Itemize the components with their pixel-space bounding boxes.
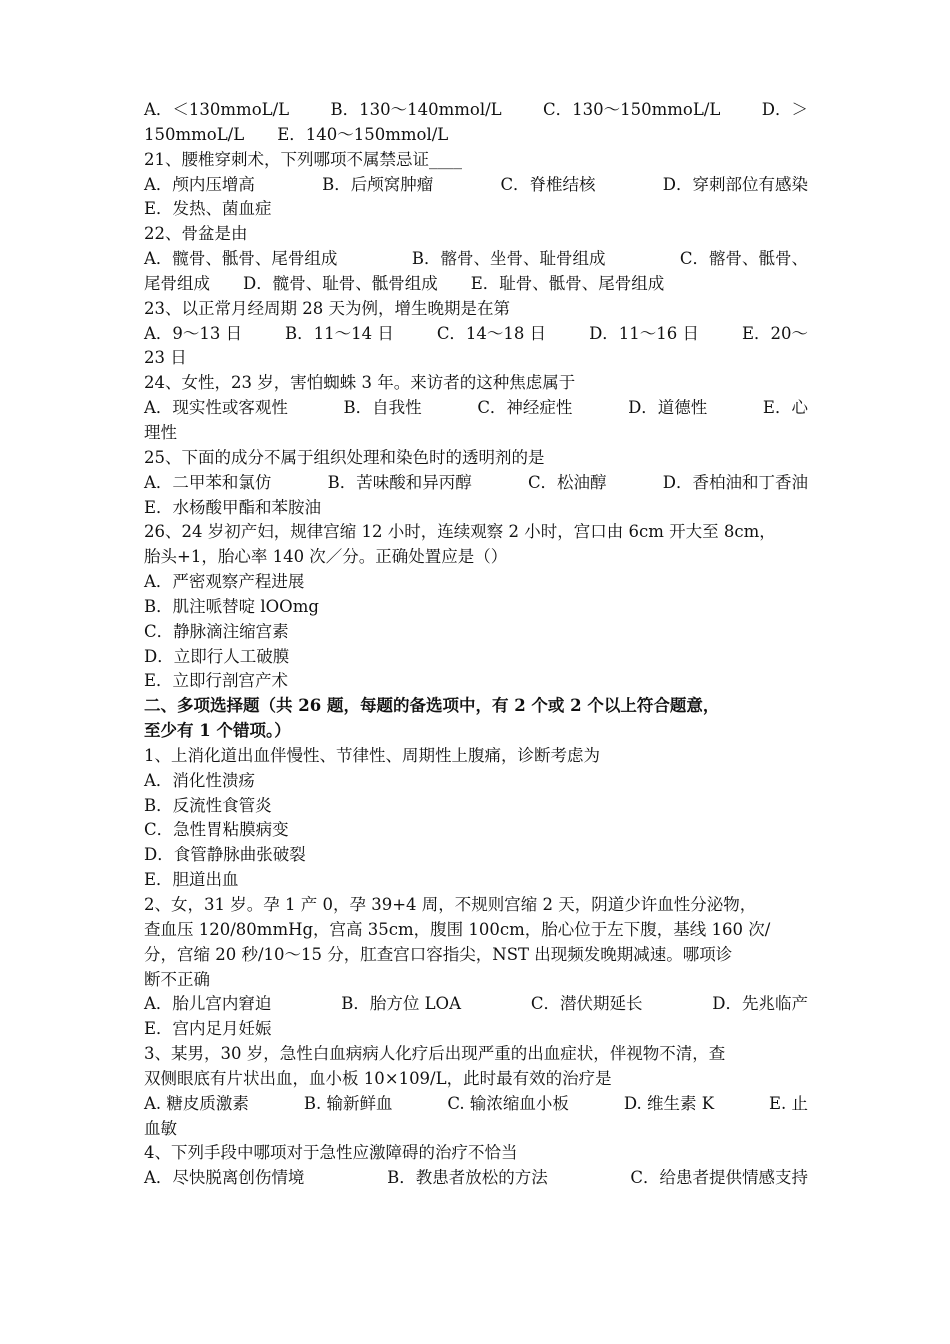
text-segment: C. 输浓缩血小板 [447, 1093, 569, 1113]
text-segment: D．香柏油和丁香油 [662, 472, 808, 492]
text-line [144, 520, 808, 545]
text-segment: 3、某男，30 岁，急性白血病病人化疗后出现严重的出血症状，伴视物不清，查 [144, 1044, 726, 1064]
text-line: E．胆道出血 [144, 870, 239, 890]
text-line: 4、下列手段中哪项对于急性应激障碍的治疗不恰当 [144, 1143, 518, 1163]
text-segment: C．脊椎结核 [500, 174, 596, 194]
text-line: D．立即行人工破膜 [144, 646, 290, 666]
text-line: D．食管静脉曲张破裂 [144, 845, 306, 865]
text-segment: E．20～ [741, 323, 808, 343]
text-segment: C．14～18 日 [436, 323, 547, 343]
text-line [144, 1166, 808, 1191]
text-segment: D．穿刺部位有感染 [662, 174, 808, 194]
text-line: 150mmoL/L E．140～150mmol/L [144, 124, 449, 144]
text-line: 22、骨盆是由 [144, 224, 248, 244]
text-segment: D. 维生素 K [623, 1093, 715, 1113]
document-page [144, 98, 808, 1191]
text-line: 21、腰椎穿刺术，下列哪项不属禁忌证____ [144, 149, 462, 169]
text-segment: 查血压 120/80mmHg，宫高 35cm，腹围 100cm，胎心位于左下腹，基线 160 次/ [144, 919, 771, 939]
text-segment: B. 输新鲜血 [303, 1093, 393, 1113]
text-line: E．宫内足月妊娠 [144, 1019, 272, 1039]
text-line: C．急性胃粘膜病变 [144, 820, 289, 840]
text-line: C．静脉滴注缩宫素 [144, 621, 289, 641]
text-line [144, 471, 808, 496]
text-line: 24、女性，23 岁，害怕蜘蛛 3 年。来访者的这种焦虑属于 [144, 373, 576, 393]
text-segment: D．11～16 日 [589, 323, 700, 343]
text-segment: B．胎方位 LOA [341, 994, 462, 1014]
text-line: A．严密观察产程进展 [144, 572, 305, 592]
text-line: B．反流性食管炎 [144, 795, 272, 815]
text-line: 1、上消化道出血伴慢性、节律性、周期性上腹痛，诊断考虑为 [144, 745, 600, 765]
text-line: 理性 [144, 422, 177, 442]
text-segment: B．苦味酸和异丙醇 [327, 472, 472, 492]
text-segment: A．颅内压增高 [144, 174, 255, 194]
text-line: 尾骨组成 D．髋骨、耻骨、骶骨组成 E．耻骨、骶骨、尾骨组成 [144, 273, 665, 293]
text-segment: A．现实性或客观性 [144, 398, 288, 418]
text-segment: 26、24 岁初产妇，规律宫缩 12 小时，连续观察 2 小时，宫口由 6cm 开大至 8cm， [144, 522, 776, 542]
text-segment: A．尽快脱离创伤情境 [144, 1168, 305, 1188]
text-line [144, 893, 808, 918]
text-segment: A．髋骨、骶骨、尾骨组成 [144, 249, 338, 269]
text-line [144, 1042, 808, 1067]
text-line: 25、下面的成分不属于组织处理和染色时的透明剂的是 [144, 447, 545, 467]
text-segment: D．先兆临产 [712, 994, 808, 1014]
text-line [144, 98, 808, 123]
text-segment: A．二甲苯和氯仿 [144, 472, 272, 492]
text-line: 胎头+1，胎心率 140 次／分。正确处置应是（） [144, 547, 508, 567]
text-segment: A．胎儿宫内窘迫 [144, 994, 272, 1014]
text-line: E．水杨酸甲酯和苯胺油 [144, 497, 322, 517]
text-line [144, 918, 808, 943]
text-segment: A. 糖皮质激素 [144, 1093, 249, 1113]
text-segment: B．后颅窝肿瘤 [322, 174, 434, 194]
text-line [144, 322, 808, 347]
text-line: 23 日 [144, 348, 187, 368]
text-line [144, 173, 808, 198]
text-line [144, 1092, 808, 1117]
text-segment: B．髂骨、坐骨、耻骨组成 [411, 249, 606, 269]
text-segment: 二、多项选择题（共 26 题，每题的备选项中，有 2 个或 2 个以上符合题意， [144, 696, 720, 716]
text-line: 断不正确 [144, 969, 210, 989]
text-line [144, 992, 808, 1017]
text-segment: E. 止 [768, 1093, 808, 1113]
text-line: A．消化性溃疡 [144, 770, 255, 790]
text-line: B．肌注哌替啶 lOOmg [144, 596, 319, 616]
text-line: 23、以正常月经周期 28 天为例，增生晚期是在第 [144, 298, 510, 318]
text-line: 至少有 1 个错项。） [144, 721, 291, 741]
text-segment: C．髂骨、骶骨、 [679, 249, 808, 269]
text-segment: A．9～13 日 [144, 323, 243, 343]
text-segment: 分，宫缩 20 秒/10～15 分，肛查宫口容指尖，NST 出现频发晚期减速。哪项诊 [144, 944, 733, 964]
text-segment: E．心 [762, 398, 808, 418]
text-line [144, 247, 808, 272]
text-segment: D．道德性 [628, 398, 708, 418]
text-segment: 2、女，31 岁。孕 1 产 0，孕 39+4 周，不规则宫缩 2 天，阴道少许血性分泌物， [144, 895, 757, 914]
text-segment: C．松油醇 [527, 472, 607, 492]
text-segment: B．11～14 日 [285, 323, 394, 343]
text-line: 血敏 [144, 1118, 177, 1138]
text-line: 双侧眼底有片状出血，血小板 10×109/L，此时最有效的治疗是 [144, 1068, 612, 1088]
text-segment: D．＞ [761, 100, 808, 119]
text-line: E．立即行剖宫产术 [144, 671, 289, 691]
text-segment: C．潜伏期延长 [530, 994, 643, 1014]
text-line [144, 694, 808, 719]
text-segment: B．教患者放松的方法 [387, 1168, 548, 1188]
text-segment: C．神经症性 [477, 398, 573, 418]
text-line: E．发热、菌血症 [144, 199, 272, 219]
text-line [144, 943, 808, 968]
text-line [144, 396, 808, 421]
text-segment: C．130～150mmoL/L [543, 100, 721, 119]
text-segment: B．130～140mmol/L [330, 100, 502, 119]
text-segment: C．给患者提供情感支持 [630, 1168, 808, 1188]
text-segment: A．＜130mmoL/L [144, 100, 290, 119]
text-segment: B．自我性 [343, 398, 422, 418]
